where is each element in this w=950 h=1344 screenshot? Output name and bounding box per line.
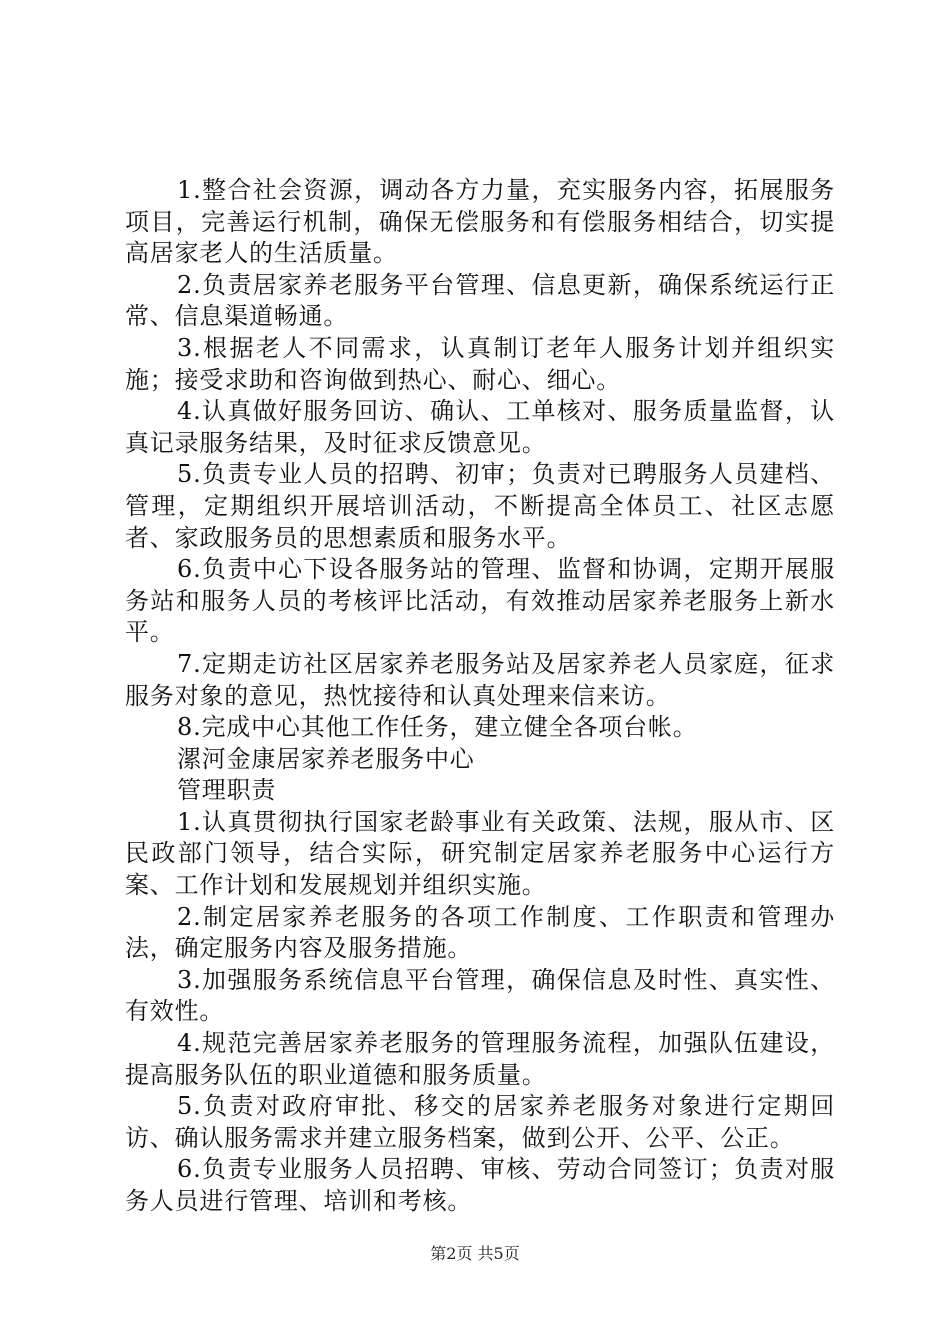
paragraph-mgmt-6: 6.负责专业服务人员招聘、审核、劳动合同签订；负责对服务人员进行管理、培训和考核。 [125,1155,835,1215]
paragraph-duty-8: 8.完成中心其他工作任务，建立健全各项台帐。 [177,713,698,742]
paragraph-duty-7: 7.定期走访社区居家养老服务站及居家养老人员家庭，征求服务对象的意见，热忱接待和认真处理来信来访。 [125,649,835,710]
paragraph-duty-2: 2.负责居家养老服务平台管理、信息更新，确保系统运行正常、信息渠道畅通。 [125,270,835,331]
paragraph-mgmt-4: 4.规范完善居家养老服务的管理服务流程，加强队伍建设，提高服务队伍的职业道德和服务质量。 [125,1029,835,1089]
paragraph-mgmt-5: 5.负责对政府审批、移交的居家养老服务对象进行定期回访、确认服务需求并建立服务档案，做到公开、公平、公正。 [125,1092,835,1152]
paragraph-mgmt-3: 3.加强服务系统信息平台管理，确保信息及时性、真实性、有效性。 [125,965,835,1026]
organization-name: 漯河金康居家养老服务中心 [177,744,475,773]
paragraph-duty-6: 6.负责中心下设各服务站的管理、监督和协调，定期开展服务站和服务人员的考核评比活动，有效推动居家养老服务上新水平。 [125,555,835,647]
paragraph-duty-4: 4.认真做好服务回访、确认、工单核对、服务质量监督，认真记录服务结果，及时征求反馈意见。 [125,397,835,457]
page-number: 第2页 共5页 [430,1244,520,1263]
document-body [125,175,835,1218]
paragraph-duty-1: 1.整合社会资源，调动各方力量，充实服务内容，拓展服务项目，完善运行机制，确保无偿服务和有偿服务相结合，切实提高居家老人的生活质量。 [125,176,835,268]
section-heading: 管理职责 [177,776,277,805]
paragraph-mgmt-2: 2.制定居家养老服务的各项工作制度、工作职责和管理办法，确定服务内容及服务措施。 [125,902,835,963]
paragraph-mgmt-1: 1.认真贯彻执行国家老龄事业有关政策、法规，服从市、区民政部门领导，结合实际，研究制定居家养老服务中心运行方案、工作计划和发展规划并组织实施。 [125,807,835,900]
paragraph-duty-5: 5.负责专业人员的招聘、初审；负责对已聘服务人员建档、管理，定期组织开展培训活动，不断提高全体员工、社区志愿者、家政服务员的思想素质和服务水平。 [125,460,835,552]
paragraph-duty-3: 3.根据老人不同需求，认真制订老年人服务计划并组织实施；接受求助和咨询做到热心、耐心、细心。 [125,333,835,394]
